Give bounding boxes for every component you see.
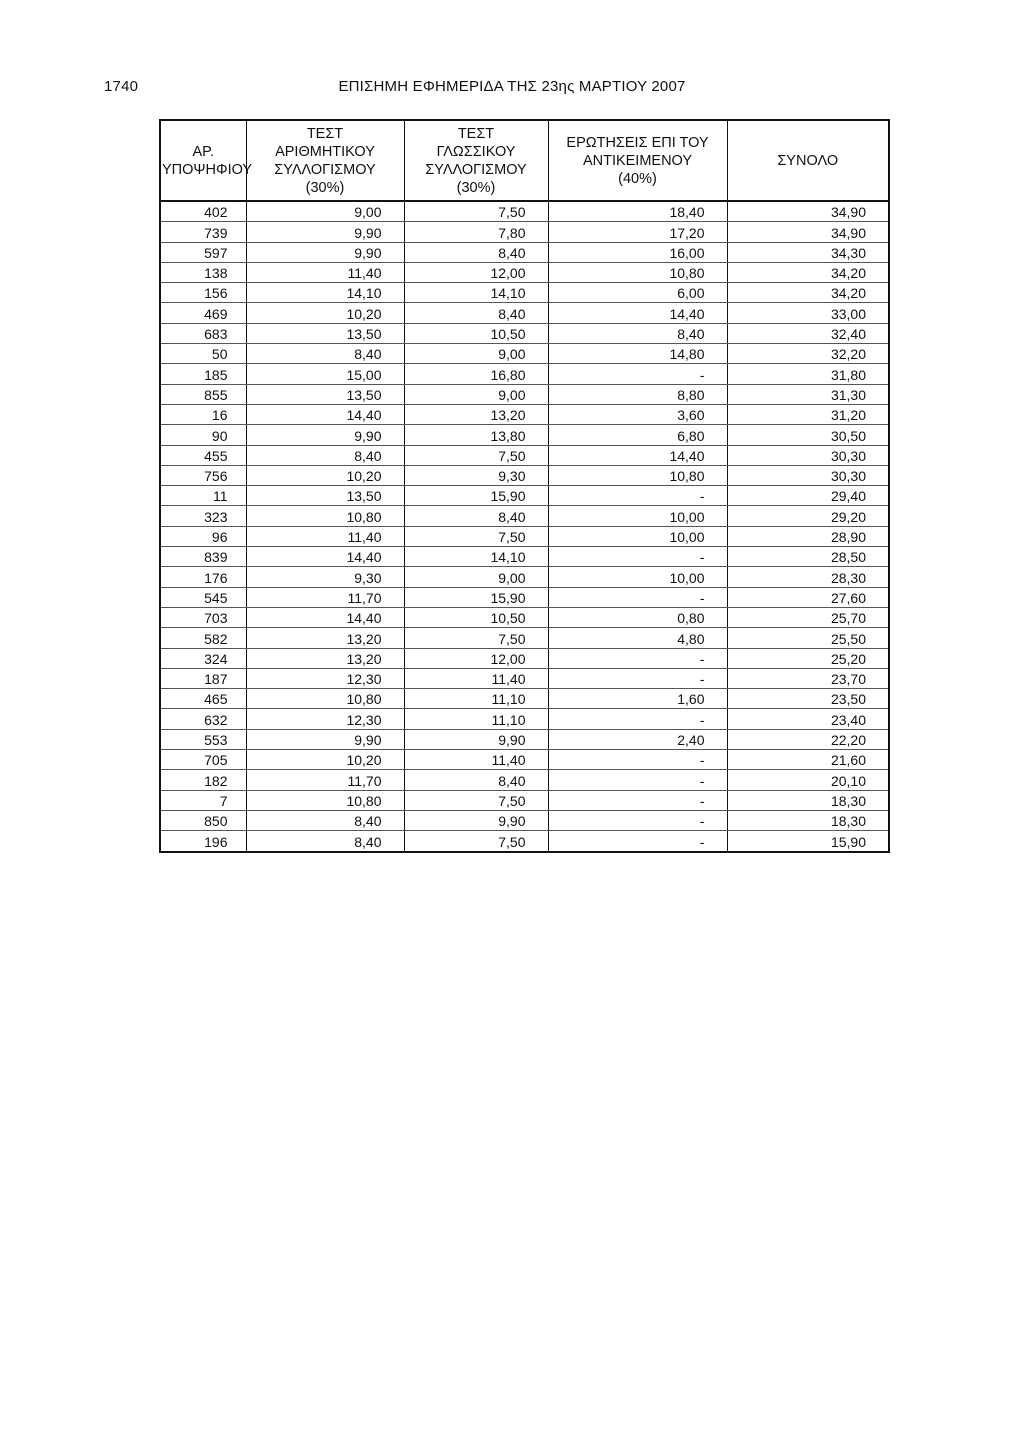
total-score-cell: 15,90	[727, 831, 889, 852]
verbal-score-cell: 14,10	[404, 547, 548, 567]
candidate-number-cell: 683	[160, 323, 246, 343]
candidate-number-cell: 455	[160, 445, 246, 465]
total-score-cell: 32,40	[727, 323, 889, 343]
table-row	[160, 404, 889, 424]
verbal-score-cell: 13,20	[404, 404, 548, 424]
total-score-cell: 18,30	[727, 790, 889, 810]
candidate-number-cell: 597	[160, 242, 246, 262]
verbal-score-cell: 9,90	[404, 729, 548, 749]
total-score-cell: 30,50	[727, 425, 889, 445]
numerical-score-cell: 9,30	[246, 567, 404, 587]
subject-score-cell: -	[548, 486, 727, 506]
total-score-cell: 18,30	[727, 810, 889, 830]
total-score-cell: 22,20	[727, 729, 889, 749]
total-score-cell: 31,80	[727, 364, 889, 384]
subject-score-cell: 10,00	[548, 526, 727, 546]
numerical-score-cell: 8,40	[246, 445, 404, 465]
table-row	[160, 668, 889, 688]
page-number: 1740	[104, 78, 139, 95]
table-row	[160, 445, 889, 465]
verbal-score-cell: 7,50	[404, 526, 548, 546]
candidate-number-cell: 756	[160, 465, 246, 485]
subject-score-cell: 18,40	[548, 201, 727, 222]
subject-score-cell: 17,20	[548, 222, 727, 242]
column-header-numerical-reasoning: ΤΕΣΤ ΑΡΙΘΜΗΤΙΚΟΥ ΣΥΛΛΟΓΙΣΜΟΥ (30%)	[246, 120, 404, 201]
candidate-number-cell: 703	[160, 607, 246, 627]
verbal-score-cell: 9,00	[404, 344, 548, 364]
total-score-cell: 30,30	[727, 465, 889, 485]
table-row	[160, 506, 889, 526]
verbal-score-cell: 11,40	[404, 668, 548, 688]
verbal-score-cell: 13,80	[404, 425, 548, 445]
table-row	[160, 567, 889, 587]
table-row	[160, 222, 889, 242]
numerical-score-cell: 10,80	[246, 790, 404, 810]
numerical-score-cell: 14,10	[246, 283, 404, 303]
table-row	[160, 344, 889, 364]
subject-score-cell: 14,80	[548, 344, 727, 364]
table-row	[160, 750, 889, 770]
subject-score-cell: -	[548, 547, 727, 567]
verbal-score-cell: 8,40	[404, 770, 548, 790]
candidate-number-cell: 138	[160, 262, 246, 282]
verbal-score-cell: 12,00	[404, 648, 548, 668]
verbal-score-cell: 10,50	[404, 607, 548, 627]
table-row	[160, 709, 889, 729]
total-score-cell: 23,70	[727, 668, 889, 688]
table-row	[160, 628, 889, 648]
candidate-number-cell: 7	[160, 790, 246, 810]
candidate-number-cell: 705	[160, 750, 246, 770]
candidate-number-cell: 324	[160, 648, 246, 668]
subject-score-cell: 14,40	[548, 303, 727, 323]
total-score-cell: 34,20	[727, 262, 889, 282]
total-score-cell: 25,70	[727, 607, 889, 627]
table-row	[160, 547, 889, 567]
candidate-number-cell: 176	[160, 567, 246, 587]
candidate-number-cell: 90	[160, 425, 246, 445]
column-header-total: ΣΥΝΟΛΟ	[727, 120, 889, 201]
candidate-number-cell: 196	[160, 831, 246, 852]
table-row	[160, 790, 889, 810]
numerical-score-cell: 11,70	[246, 587, 404, 607]
numerical-score-cell: 11,70	[246, 770, 404, 790]
numerical-score-cell: 8,40	[246, 831, 404, 852]
verbal-score-cell: 11,10	[404, 709, 548, 729]
table-row	[160, 607, 889, 627]
numerical-score-cell: 9,00	[246, 201, 404, 222]
subject-score-cell: 8,40	[548, 323, 727, 343]
verbal-score-cell: 7,50	[404, 628, 548, 648]
verbal-score-cell: 11,10	[404, 689, 548, 709]
candidate-number-cell: 469	[160, 303, 246, 323]
numerical-score-cell: 13,50	[246, 486, 404, 506]
candidate-number-cell: 855	[160, 384, 246, 404]
numerical-score-cell: 11,40	[246, 262, 404, 282]
subject-score-cell: 8,80	[548, 384, 727, 404]
candidate-number-cell: 50	[160, 344, 246, 364]
total-score-cell: 23,40	[727, 709, 889, 729]
numerical-score-cell: 13,20	[246, 648, 404, 668]
total-score-cell: 27,60	[727, 587, 889, 607]
total-score-cell: 31,20	[727, 404, 889, 424]
verbal-score-cell: 7,50	[404, 445, 548, 465]
subject-score-cell: 2,40	[548, 729, 727, 749]
subject-score-cell: -	[548, 668, 727, 688]
table-row	[160, 384, 889, 404]
subject-score-cell: 6,00	[548, 283, 727, 303]
table-row	[160, 425, 889, 445]
total-score-cell: 23,50	[727, 689, 889, 709]
numerical-score-cell: 9,90	[246, 222, 404, 242]
candidate-number-cell: 465	[160, 689, 246, 709]
candidate-number-cell: 739	[160, 222, 246, 242]
subject-score-cell: -	[548, 750, 727, 770]
candidate-number-cell: 96	[160, 526, 246, 546]
column-header-verbal-reasoning: ΤΕΣΤ ΓΛΩΣΣΙΚΟΥ ΣΥΛΛΟΓΙΣΜΟΥ (30%)	[404, 120, 548, 201]
total-score-cell: 28,90	[727, 526, 889, 546]
candidate-number-cell: 850	[160, 810, 246, 830]
numerical-score-cell: 8,40	[246, 344, 404, 364]
table-row	[160, 729, 889, 749]
candidate-number-cell: 323	[160, 506, 246, 526]
verbal-score-cell: 7,50	[404, 790, 548, 810]
total-score-cell: 28,50	[727, 547, 889, 567]
numerical-score-cell: 12,30	[246, 668, 404, 688]
subject-score-cell: -	[548, 709, 727, 729]
numerical-score-cell: 9,90	[246, 729, 404, 749]
subject-score-cell: 10,80	[548, 262, 727, 282]
subject-score-cell: 16,00	[548, 242, 727, 262]
table-row	[160, 262, 889, 282]
total-score-cell: 21,60	[727, 750, 889, 770]
numerical-score-cell: 10,80	[246, 689, 404, 709]
subject-score-cell: 14,40	[548, 445, 727, 465]
candidate-number-cell: 632	[160, 709, 246, 729]
subject-score-cell: 3,60	[548, 404, 727, 424]
verbal-score-cell: 8,40	[404, 506, 548, 526]
table-header	[160, 120, 889, 201]
subject-score-cell: -	[548, 770, 727, 790]
verbal-score-cell: 15,90	[404, 486, 548, 506]
table-row	[160, 486, 889, 506]
verbal-score-cell: 15,90	[404, 587, 548, 607]
numerical-score-cell: 10,20	[246, 750, 404, 770]
numerical-score-cell: 14,40	[246, 607, 404, 627]
subject-score-cell: 0,80	[548, 607, 727, 627]
total-score-cell: 34,90	[727, 201, 889, 222]
candidate-number-cell: 185	[160, 364, 246, 384]
table-row	[160, 810, 889, 830]
candidate-number-cell: 182	[160, 770, 246, 790]
subject-score-cell: -	[548, 587, 727, 607]
numerical-score-cell: 11,40	[246, 526, 404, 546]
verbal-score-cell: 14,10	[404, 283, 548, 303]
candidate-number-cell: 553	[160, 729, 246, 749]
verbal-score-cell: 7,80	[404, 222, 548, 242]
total-score-cell: 34,90	[727, 222, 889, 242]
subject-score-cell: -	[548, 790, 727, 810]
table-row	[160, 587, 889, 607]
gazette-header-title: ΕΠΙΣΗΜΗ ΕΦΗΜΕΡΙΔΑ ΤΗΣ 23ης ΜΑΡΤΙΟΥ 2007	[338, 78, 686, 95]
total-score-cell: 25,20	[727, 648, 889, 668]
numerical-score-cell: 13,50	[246, 323, 404, 343]
table-body	[160, 201, 889, 852]
numerical-score-cell: 10,80	[246, 506, 404, 526]
column-header-subject-questions: ΕΡΩΤΗΣΕΙΣ ΕΠΙ ΤΟΥ ΑΝΤΙΚΕΙΜΕΝΟΥ (40%)	[548, 120, 727, 201]
total-score-cell: 31,30	[727, 384, 889, 404]
numerical-score-cell: 14,40	[246, 404, 404, 424]
total-score-cell: 34,20	[727, 283, 889, 303]
total-score-cell: 20,10	[727, 770, 889, 790]
table-row	[160, 242, 889, 262]
candidate-number-cell: 16	[160, 404, 246, 424]
verbal-score-cell: 10,50	[404, 323, 548, 343]
subject-score-cell: -	[548, 648, 727, 668]
candidate-number-cell: 839	[160, 547, 246, 567]
numerical-score-cell: 10,20	[246, 465, 404, 485]
verbal-score-cell: 9,30	[404, 465, 548, 485]
numerical-score-cell: 15,00	[246, 364, 404, 384]
subject-score-cell: -	[548, 810, 727, 830]
subject-score-cell: 4,80	[548, 628, 727, 648]
total-score-cell: 33,00	[727, 303, 889, 323]
subject-score-cell: 1,60	[548, 689, 727, 709]
table-row	[160, 465, 889, 485]
numerical-score-cell: 10,20	[246, 303, 404, 323]
subject-score-cell: 10,00	[548, 506, 727, 526]
verbal-score-cell: 9,00	[404, 384, 548, 404]
numerical-score-cell: 12,30	[246, 709, 404, 729]
candidate-number-cell: 545	[160, 587, 246, 607]
subject-score-cell: 10,80	[548, 465, 727, 485]
verbal-score-cell: 11,40	[404, 750, 548, 770]
table-row	[160, 201, 889, 222]
verbal-score-cell: 8,40	[404, 242, 548, 262]
verbal-score-cell: 8,40	[404, 303, 548, 323]
total-score-cell: 30,30	[727, 445, 889, 465]
verbal-score-cell: 7,50	[404, 831, 548, 852]
numerical-score-cell: 13,20	[246, 628, 404, 648]
table-row	[160, 770, 889, 790]
verbal-score-cell: 9,90	[404, 810, 548, 830]
table-row	[160, 526, 889, 546]
numerical-score-cell: 8,40	[246, 810, 404, 830]
table-row	[160, 303, 889, 323]
numerical-score-cell: 9,90	[246, 242, 404, 262]
table-row	[160, 323, 889, 343]
verbal-score-cell: 16,80	[404, 364, 548, 384]
verbal-score-cell: 9,00	[404, 567, 548, 587]
total-score-cell: 34,30	[727, 242, 889, 262]
verbal-score-cell: 7,50	[404, 201, 548, 222]
candidate-number-cell: 187	[160, 668, 246, 688]
subject-score-cell: -	[548, 831, 727, 852]
table-row	[160, 283, 889, 303]
candidate-number-cell: 582	[160, 628, 246, 648]
candidate-number-cell: 402	[160, 201, 246, 222]
total-score-cell: 28,30	[727, 567, 889, 587]
header-row	[160, 120, 889, 201]
total-score-cell: 25,50	[727, 628, 889, 648]
total-score-cell: 29,20	[727, 506, 889, 526]
subject-score-cell: 10,00	[548, 567, 727, 587]
candidate-number-cell: 156	[160, 283, 246, 303]
candidate-number-cell: 11	[160, 486, 246, 506]
subject-score-cell: -	[548, 364, 727, 384]
table-row	[160, 831, 889, 852]
total-score-cell: 32,20	[727, 344, 889, 364]
numerical-score-cell: 9,90	[246, 425, 404, 445]
subject-score-cell: 6,80	[548, 425, 727, 445]
table-row	[160, 689, 889, 709]
candidate-scores-table	[159, 119, 890, 853]
numerical-score-cell: 14,40	[246, 547, 404, 567]
total-score-cell: 29,40	[727, 486, 889, 506]
verbal-score-cell: 12,00	[404, 262, 548, 282]
table-row	[160, 364, 889, 384]
table-row	[160, 648, 889, 668]
column-header-candidate-number: ΑΡ. ΥΠΟΨΗΦΙΟΥ	[160, 120, 246, 201]
numerical-score-cell: 13,50	[246, 384, 404, 404]
